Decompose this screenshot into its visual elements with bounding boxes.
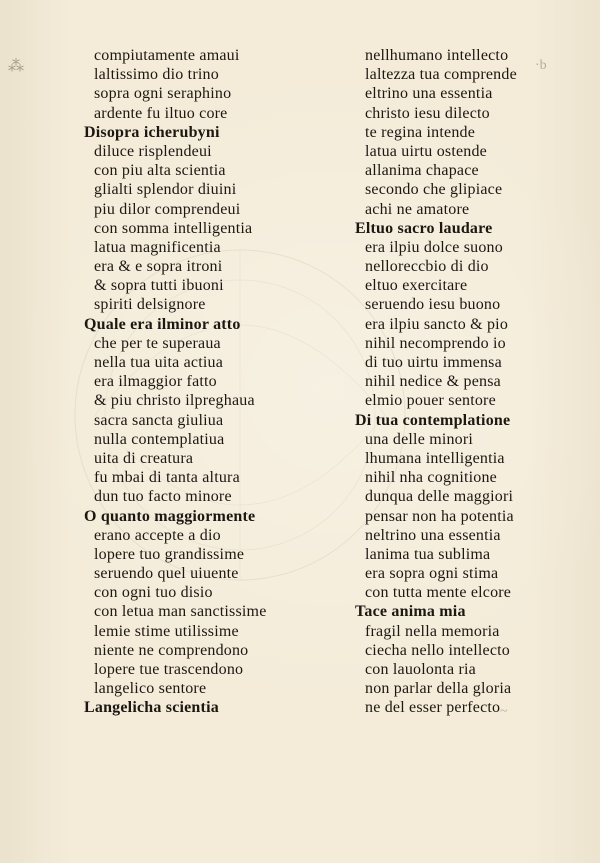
left-column-line: piu dilor comprendeui [94,200,241,218]
left-column-line: con piu alta scientia [94,162,226,180]
right-column-line: una delle minori [365,430,474,448]
left-column-line: con ogni tuo disio [94,584,213,602]
right-column-line: elmio pouer sentore [365,392,496,410]
left-column-line: & piu christo ilpreghaua [94,392,255,410]
right-column-line: seruendo iesu buono [365,296,501,314]
left-column-line: fu mbai di tanta altura [94,469,240,487]
left-column-line: sacra sancta giuliua [94,411,224,429]
left-column-line: laltissimo dio trino [94,66,219,84]
right-column-line: pensar non ha potentia [365,507,514,525]
left-column-line: compiutamente amaui [94,47,240,64]
right-column-line: secondo che glipiace [365,181,503,199]
edge-mark-left: ⁂ [8,58,24,75]
edge-mark-bottom-right: ~ [500,704,508,719]
left-column-line: Disopra icherubyni [84,123,220,141]
left-column-line: che per te superaua [94,334,221,352]
left-column-line: con letua man sanctissime [94,603,267,621]
left-column-line: Quale era ilminor atto [84,315,241,333]
right-column-line: te regina intende [365,123,476,141]
left-column-line: O quanto maggiormente [84,507,256,525]
right-column-line: Di tua contemplatione [355,411,511,429]
right-column-line: nellhumano intellecto [365,47,509,64]
right-column-line: era ilpiu sancto & pio [365,315,509,333]
right-column-line: nihil necomprendo io [365,334,506,352]
right-column-line: eltuo exercitare [365,277,468,295]
right-column [355,46,520,718]
left-column-line: ardente fu iltuo core [94,104,228,122]
left-column-line: lopere tue trascendono [94,661,244,678]
left-column-line: diluce risplendeui [94,142,212,160]
edge-mark-right: ·b [535,58,547,73]
left-column-line: latua magnificentia [94,238,221,256]
right-column-line: achi ne amatore [365,200,470,218]
right-column-line: dunqua delle maggiori [365,488,514,506]
right-column-line: christo iesu dilecto [365,104,490,122]
right-column-line: era ilpiu dolce suono [365,238,503,256]
right-column-line: ciecha nello intellecto [365,641,510,659]
left-column-line: sopra ogni seraphino [94,85,232,103]
right-column-line: lhumana intelligentia [365,449,505,467]
left-column-line: Langelicha scientia [84,699,219,717]
right-column-line: allanima chapace [365,162,479,180]
left-column-line: lemie stime utilissime [94,622,239,640]
right-column-line: ne del esser perfecto [365,699,501,717]
right-column-line: di tuo uirtu immensa [365,354,502,371]
left-column-line: era ilmaggior fatto [94,373,217,391]
left-column-line: era & e sopra itroni [94,258,223,276]
right-column-line: Eltuo sacro laudare [355,219,493,237]
left-column-line: glialti splendor diuini [94,181,237,199]
left-column-line: seruendo quel uiuente [94,565,239,583]
left-column-line: niente ne comprendono [94,641,249,659]
left-column-line: dun tuo facto minore [94,488,232,506]
right-column-line: nelloreccbio di dio [365,258,489,276]
left-column-line: erano accepte a dio [94,526,221,544]
right-column-line: eltrino una essentia [365,85,493,103]
left-column-line: & sopra tutti ibuoni [94,277,224,295]
right-column-line: fragil nella memoria [365,622,500,640]
right-column-line: nihil nedice & pensa [365,373,501,391]
right-column-line: con lauolonta ria [365,661,476,678]
left-column-line: lopere tuo grandissime [94,545,245,563]
left-column-line: spiriti delsignore [94,296,206,314]
right-column-line: laltezza tua comprende [365,66,517,84]
right-column-line: neltrino una essentia [365,526,501,544]
left-column [84,46,304,718]
right-column-line: Tace anima mia [355,603,466,621]
right-column-line: lanima tua sublima [365,545,491,563]
left-column-line: uita di creatura [94,449,194,467]
left-column-line: nulla contemplatiua [94,430,225,448]
right-column-line: nihil nha cognitione [365,469,497,487]
left-column-line: nella tua uita actiua [94,354,224,371]
right-column-line: non parlar della gloria [365,680,512,698]
right-column-line: con tutta mente elcore [365,584,512,602]
right-column-line: latua uirtu ostende [365,142,487,160]
left-column-line: langelico sentore [94,680,207,698]
right-column-line: era sopra ogni stima [365,565,499,583]
left-column-line: con somma intelligentia [94,219,253,237]
